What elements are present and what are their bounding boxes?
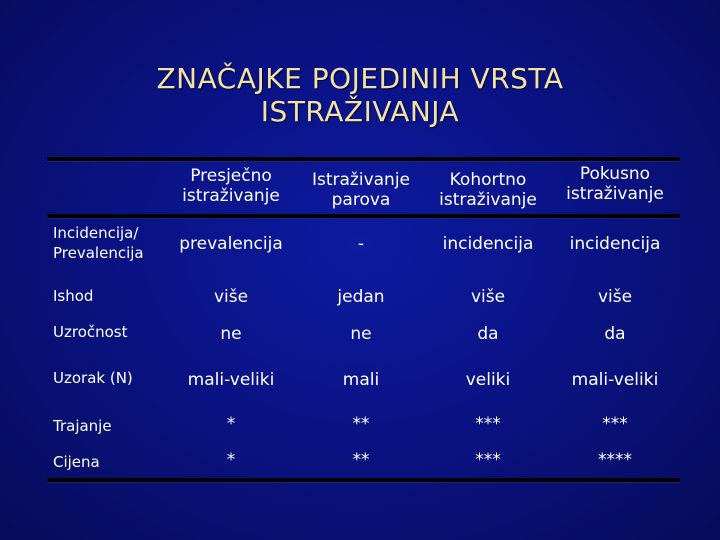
column-header-pair-study: [298, 166, 424, 214]
column-header-line-1: Kohortno: [449, 170, 527, 190]
table-cell: incidencija: [569, 234, 661, 254]
table-cell: više: [597, 287, 633, 307]
column-header-line-2: istraživanje: [566, 184, 664, 204]
table-bottom-rule: [47, 478, 680, 482]
table-cell: ****: [598, 450, 632, 470]
row-label-line-2: Prevalencija: [53, 244, 144, 262]
column-header-line-1: Pokusno: [579, 164, 651, 184]
table-cell: mali-veliki: [187, 370, 275, 390]
column-header-experimental: [552, 160, 678, 208]
table-cell: ***: [602, 414, 628, 434]
row-label-line-1: Incidencija/: [53, 224, 139, 242]
table-cell: mali: [342, 370, 380, 390]
table-cell: više: [470, 287, 506, 307]
slide-title-line-1: ZNAČAJKE POJEDINIH VRSTA: [156, 62, 564, 95]
row-label-outcome: Ishod: [53, 287, 94, 305]
row-label-cost: Cijena: [53, 453, 100, 471]
table-cell: mali-veliki: [571, 370, 659, 390]
row-label-incidence-prevalence: [53, 223, 144, 263]
table-cell: više: [213, 287, 249, 307]
column-header-line-1: Istraživanje: [311, 170, 411, 190]
table-cell: prevalencija: [179, 234, 283, 254]
table-cell: *: [226, 450, 236, 470]
table-cell: *: [226, 414, 236, 434]
table-cell: jedan: [337, 287, 385, 307]
column-header-line-2: istraživanje: [182, 186, 280, 206]
column-header-line-2: parova: [331, 190, 391, 210]
row-label-duration: Trajanje: [53, 417, 112, 435]
table-header-rule: [47, 214, 680, 218]
table-cell: ne: [220, 324, 242, 344]
slide-title-line-2: ISTRAŽIVANJA: [260, 95, 460, 128]
table-cell: ***: [475, 450, 501, 470]
column-header-cross-sectional: [168, 162, 294, 210]
table-cell: -: [357, 234, 365, 254]
table-cell: ne: [350, 324, 372, 344]
table-cell: da: [477, 324, 499, 344]
table-cell: veliki: [465, 370, 511, 390]
row-label-causality: Uzročnost: [53, 323, 128, 341]
table-cell: **: [352, 414, 370, 434]
table-cell: incidencija: [442, 234, 534, 254]
table-cell: ***: [475, 414, 501, 434]
row-label-sample: Uzorak (N): [53, 369, 133, 387]
column-header-cohort: [424, 166, 552, 214]
table-cell: **: [352, 450, 370, 470]
table-cell: da: [604, 324, 626, 344]
column-header-line-1: Presječno: [190, 166, 272, 186]
slide-title: [0, 62, 720, 128]
column-header-line-2: istraživanje: [439, 190, 537, 210]
